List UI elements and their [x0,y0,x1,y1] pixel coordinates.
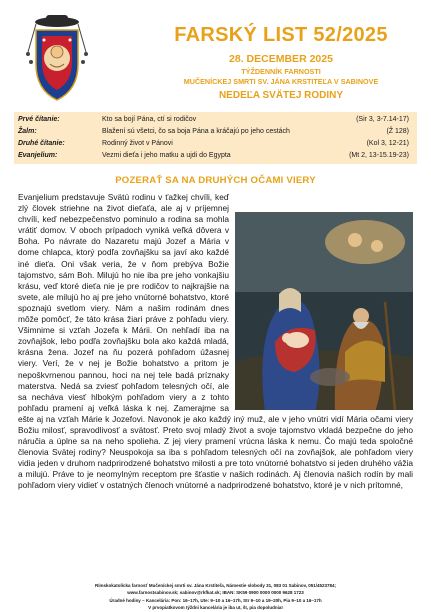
reading-reference: (Ž 128) [386,128,409,135]
reading-reference: (Mt 2, 13-15.19-23) [349,152,409,159]
reading-label: Druhé čítanie: [18,140,65,147]
footer-address: Rímskokatolícka farnosť Mučeníckej smrti sv. Jána Krstiteľa, Námestie slobody 31, 083 01 Sabinov, 051/4523784; [94,583,337,588]
masthead [0,0,431,108]
reading-row [18,115,413,125]
footer-note: V prvopiatkovom týždni kancelária je iba ut, št, pia dopoludnia! [148,605,283,610]
article-body [18,192,413,580]
footer-office-hours: Úradné hodiny – Kancelária: Pon: 16–17h, Ute: 9–10 a 16–17h, Str 9–10 a 19–20h, Pia 9–10 a 16–17h [109,598,322,603]
footer-contacts: www.farnostsabinov.sk; sabinov@rkfkat.sk; IBAN: SK59 0900 0000 0000 9628 1723 [127,590,304,595]
reading-row [18,139,413,149]
weekly-label: TÝŽDENNÍK FARNOSTI [241,67,321,76]
article-text: Evanjelium predstavuje Svätú rodinu v ťažkej chvíli, keď zlý človek striehne na život dieťaťa, ale aj v príjemnej chvíli, keď nebezpečenstvo pominulo a rodina sa mohla vrátiť domov. V oboch prípadoch vyniká veľká dôvera v Boha. Po návrate do Nazaretu majú Jozef a Mária v dome chlapca, ktorý podľa zovňajšku sa javí ako každé iné dieťa. Oni však veria, že v ňom prebýva Božie tajomstvo, sám Boh. Milujú ho nie iba pre jeho vonkajšiu krásu, veď ktoré dieťa nie je pre rodičov to najkrajšie na svete, ale milujú ho aj pre jeho vnútorné bohatstvo, ktoré spoznajú svetlom viery. Nám a našim rodinám dnes môže pomôcť, že táto krása žiari práve z pohľadu viery. Všimnime si vzťah Jozefa k Márii. On nehľadí iba na zovňajšok, lebo podľa zovňajšku bola ako každá mladá, krásna žena. Jozef na ňu pozerá pohľadom úžasnej viery. Verí, že v nej je Božie bohatstvo a pritom je nepoškvrnenou pannou, hoci na nej tele badá príznaky materstva. Nedá sa zviesť pohľadom telesných očí, ale sa necháva viesť hlbokým pohľadom viery a z tohto pohľadu pramení aj veľká láska k nej. Zamerajme sa ešte aj na vzťah Márie k Jozefovi. Navonok je ako každý iný muž, ale v jeho vnútri vidí Mária očami viery Božiu milosť, spravodlivosť a svätosť. Preto svoj mladý život a svoje tajomstvo vkladá bezpečne do jeho náručia a úplne sa na neho spolieha. Z jej viery pramení vrúcna láska k nemu. Čo majú teda spoločné členovia Svätej rodiny? Neuspokoja sa iba s pohľadom telesných očí na zovňajšok, ale pohľadom viery vidia jeden v druhom nadprirodzené bohatstvo milosti a pre toto vnútorné bohatstvo si jeden druhého vážia a milujú. Práve to je neomylným receptom pre šťastie v našich rodinách. Aj členovia našich rodín by mali pohľadom viery vidieť v ostatných členoch vnútorné a nadprirodzené bohatstvo, ktoré je v nich prítomné, [18,192,413,491]
holy-family-painting [235,212,413,410]
reading-reference: (Kol 3, 12-21) [366,140,409,147]
reading-label: Prvé čítanie: [18,116,60,123]
issue-date: 28. DECEMBER 2025 [229,53,333,65]
reading-text: Vezmi dieťa i jeho matku a ujdi do Egypta [102,152,231,159]
article-title: POZERAŤ SA NA DRUHÝCH OČAMI VIERY [115,175,316,186]
parish-coat-of-arms-icon [22,12,92,104]
reading-text: Blažení sú všetci, čo sa boja Pána a kráčajú po jeho cestách [102,128,290,135]
readings-box [14,112,417,164]
newsletter-title: FARSKÝ LIST 52/2025 [174,24,388,46]
reading-row [18,127,413,137]
reading-text: Kto sa bojí Pána, ctí si rodičov [102,116,197,123]
footer [0,581,431,612]
reading-row [18,151,413,161]
reading-text: Rodinný život v Pánovi [102,140,173,147]
reading-label: Evanjelium: [18,152,58,159]
reading-reference: (Sir 3, 3-7.14-17) [356,116,409,123]
parish-name: MUČENÍCKEJ SMRTI SV. JÁNA KRSTITEĽA V SABINOVE [183,77,379,86]
reading-label: Žalm: [18,128,37,135]
sunday-name: NEDEĽA SVÄTEJ RODINY [218,90,344,101]
